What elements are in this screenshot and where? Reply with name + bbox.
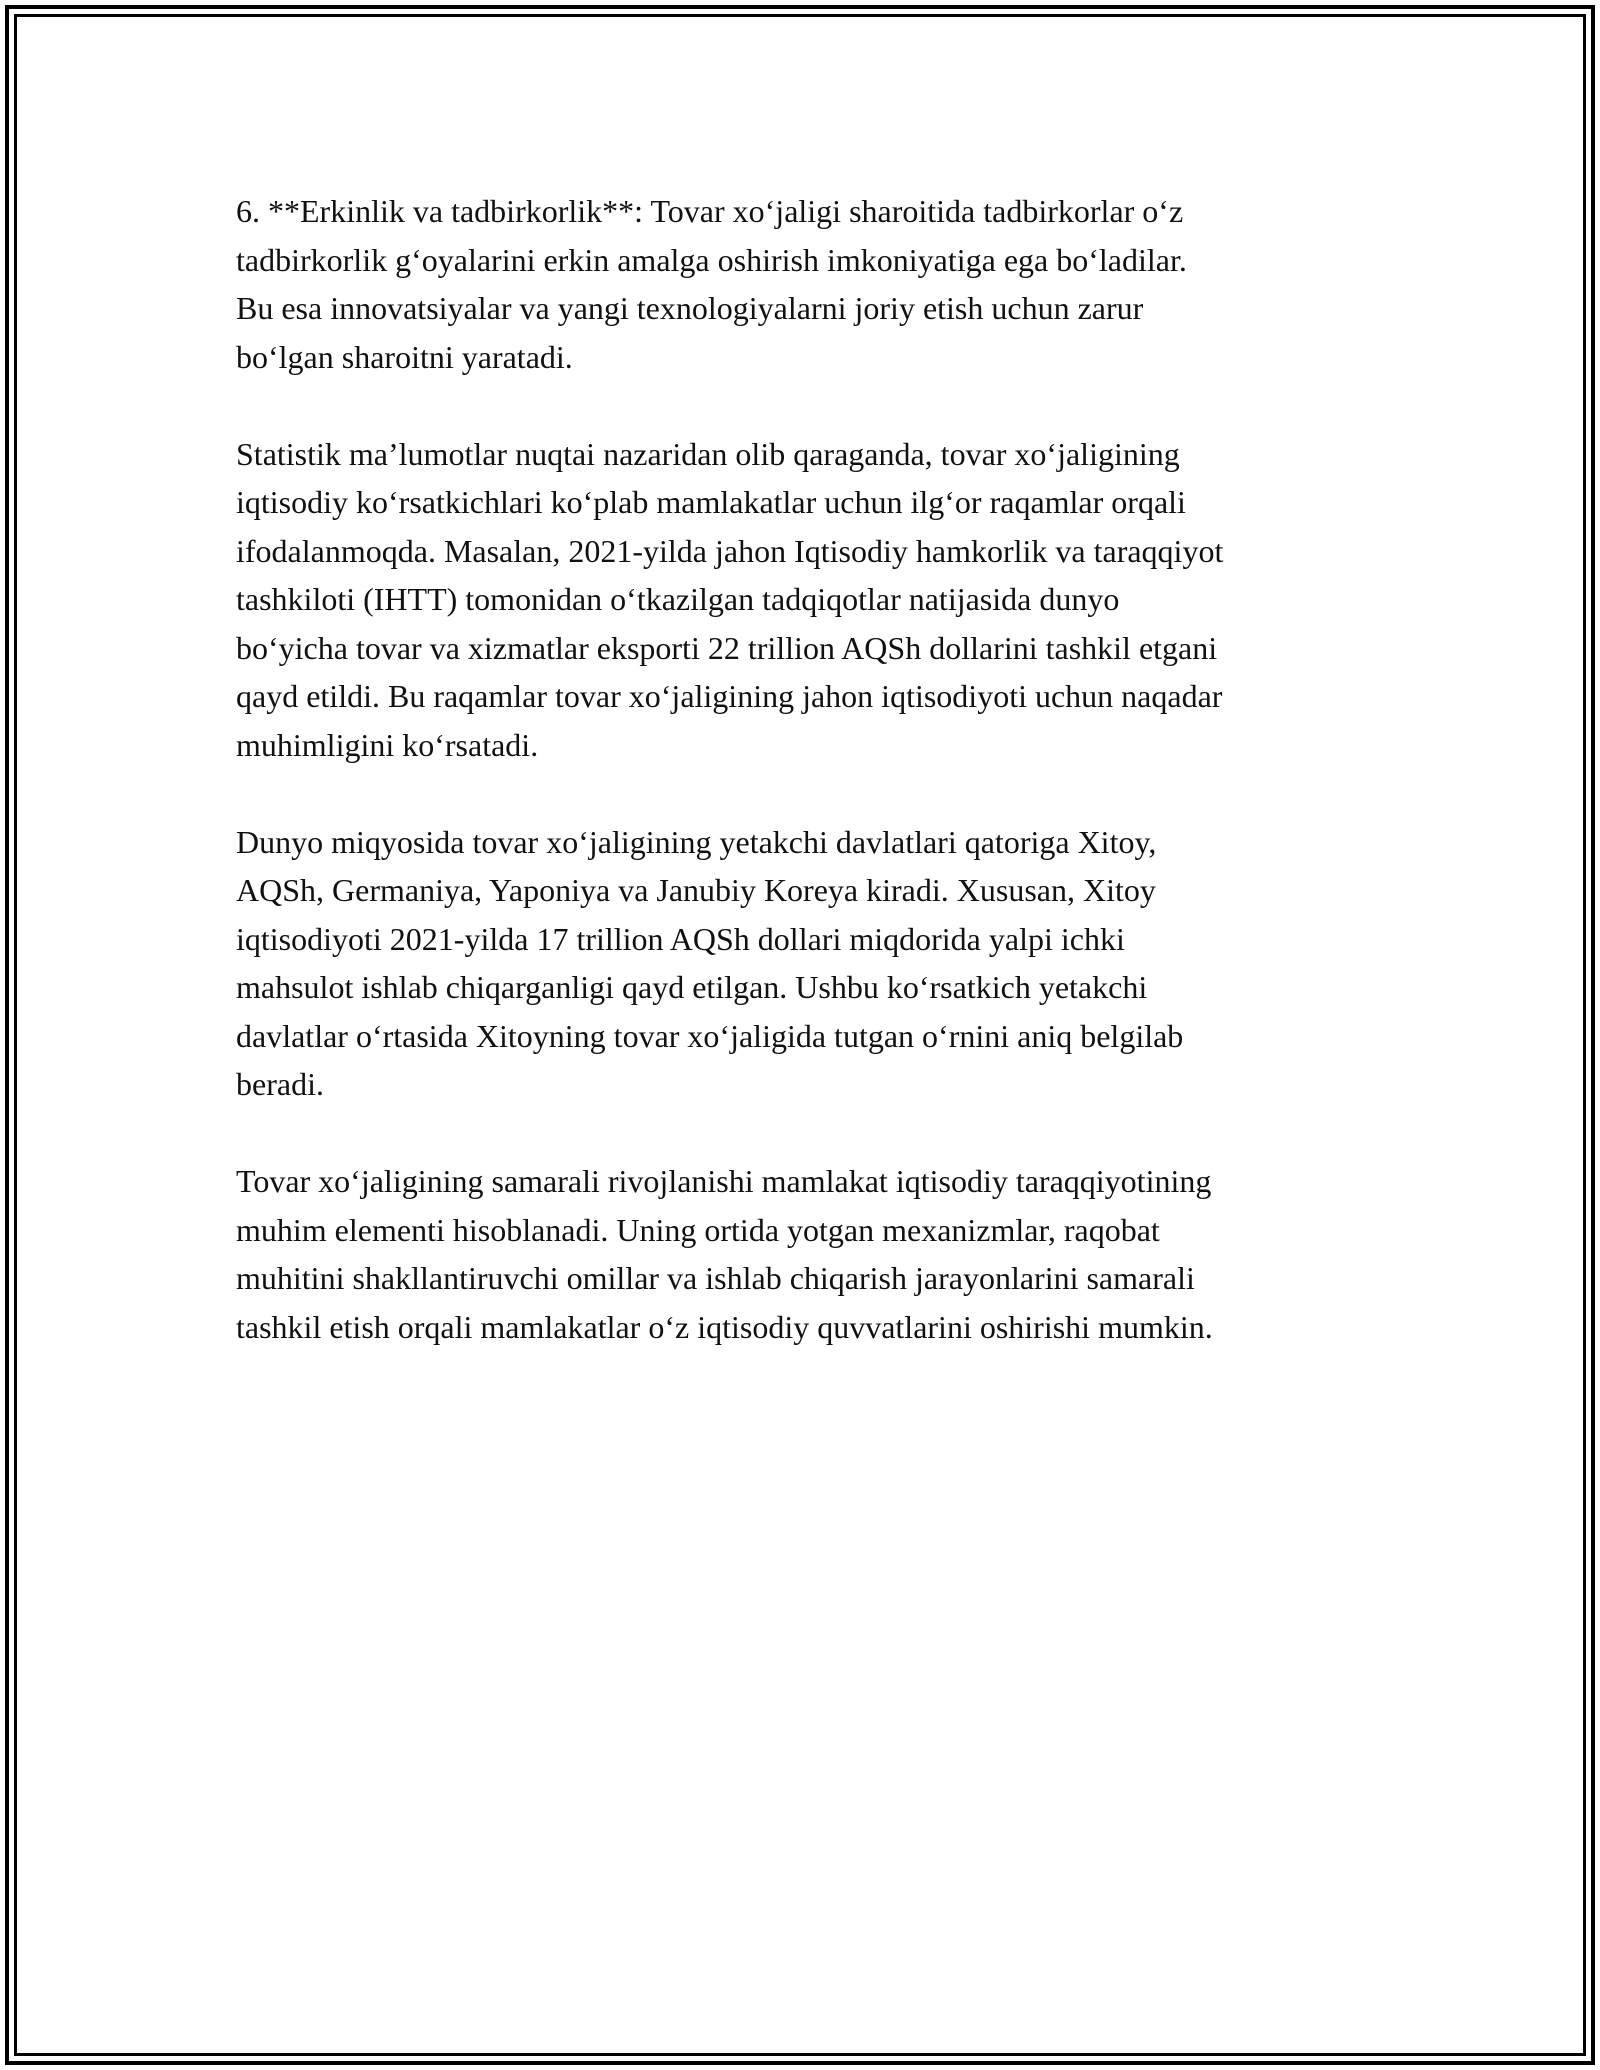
paragraph-statistics: Statistik ma’lumotlar nuqtai nazaridan olib qaraganda, tovar xo‘jaligining iqtisodiy ko‘rsatkichlari ko‘plab mamlakatlar uchun ilg‘or raqamlar orqali ifodalanmoqda. Masalan, 2021-yilda jahon Iqtisodiy hamkorlik va taraqqiyot tashkiloti (IHTT) tomonidan o‘tkazilgan tadqiqotlar natijasida dunyo bo‘yicha tovar va xizmatlar eksporti 22 trillion AQSh dollarini tashkil etgani qayd etildi. Bu raqamlar tovar xo‘jaligining jahon iqtisodiyoti uchun naqadar muhimligini ko‘rsatadi. — [236, 435, 1224, 763]
document-body — [236, 187, 1396, 1400]
paragraph-freedom-entrepreneurship: 6. **Erkinlik va tadbirkorlik**: Tovar xo‘jaligi sharoitida tadbirkorlar o‘z tadbirkorlik g‘oyalarini erkin amalga oshirish imkoniyatiga ega bo‘ladilar. Bu esa innovatsiyalar va yangi texnologiyalarni joriy etish uchun zarur bo‘lgan sharoitni yaratadi. — [236, 193, 1187, 375]
paragraph-leading-countries: Dunyo miqyosida tovar xo‘jaligining yetakchi davlatlari qatoriga Xitoy, AQSh, Germaniya, Yaponiya va Janubiy Koreya kiradi. Xususan, Xitoy iqtisodiyoti 2021-yilda 17 trillion AQSh dollari miqdorida yalpi ichki mahsulot ishlab chiqarganligi qayd etilgan. Ushbu ko‘rsatkich yetakchi davlatlar o‘rtasida Xitoyning tovar xo‘jaligida tutgan o‘rnini aniq belgilab beradi. — [236, 823, 1184, 1102]
paragraph-conclusion: Tovar xo‘jaligining samarali rivojlanishi mamlakat iqtisodiy taraqqiyotining muhim elementi hisoblanadi. Uning ortida yotgan mexanizmlar, raqobat muhitini shakllantiruvchi omillar va ishlab chiqarish jarayonlarini samarali tashkil etish orqali mamlakatlar o‘z iqtisodiy quvvatlarini oshirishi mumkin. — [236, 1163, 1213, 1345]
